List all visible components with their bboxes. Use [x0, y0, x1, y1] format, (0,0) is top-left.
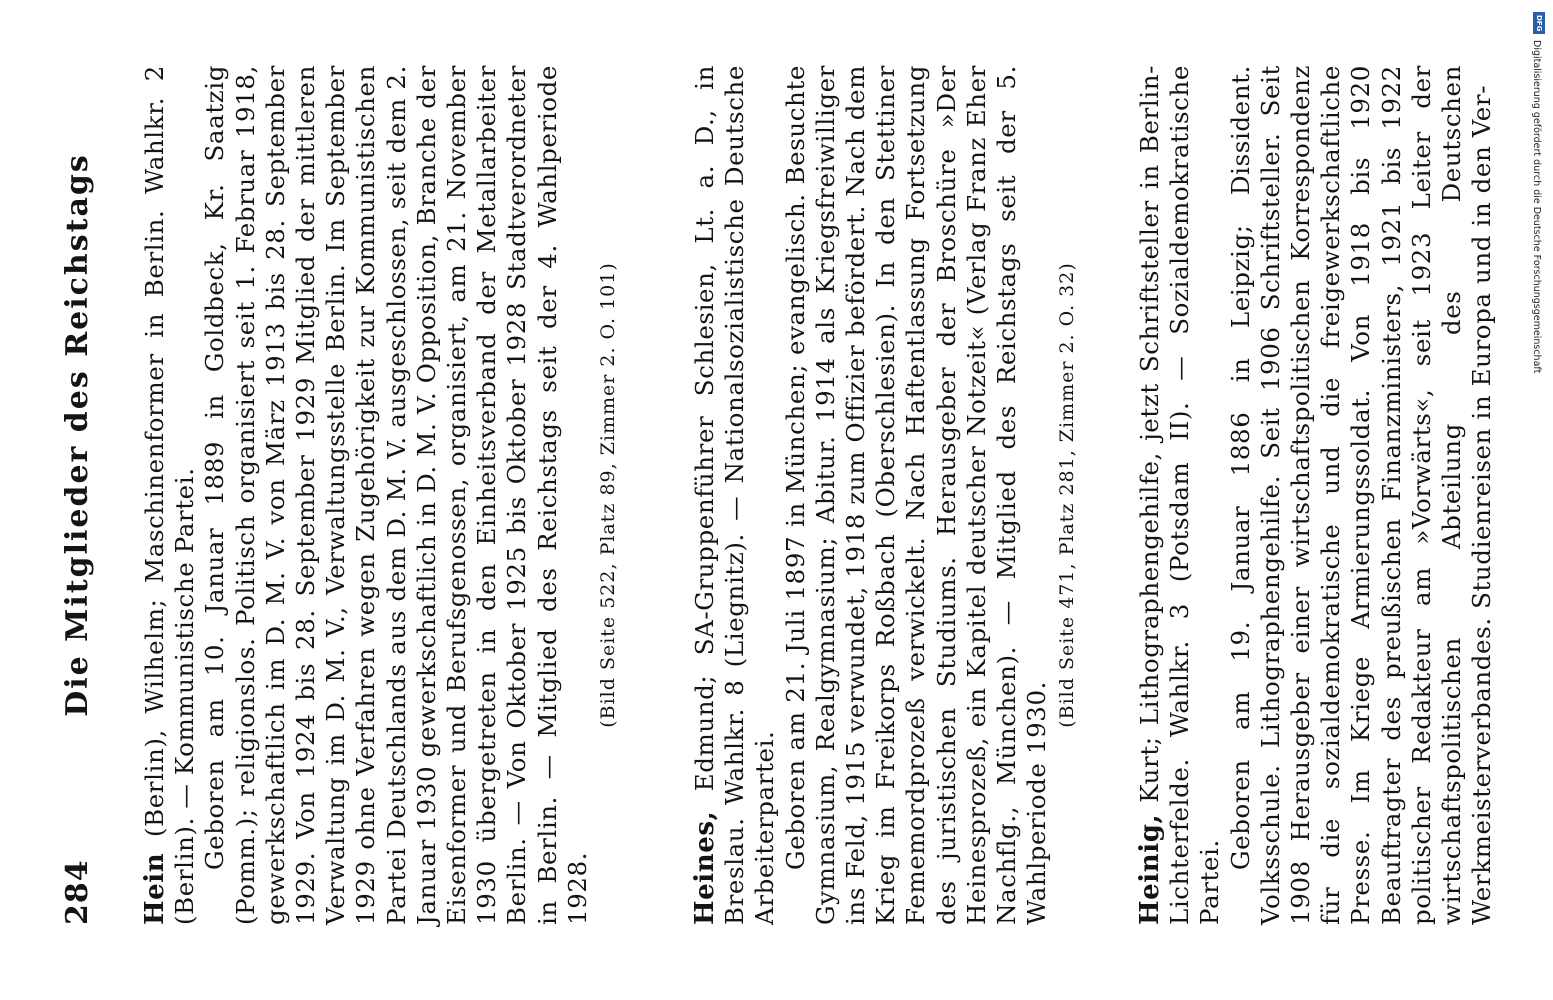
member-name: Heines,	[690, 810, 720, 925]
entry-body: Geboren am 10. Januar 1889 in Goldbeck, Kr. Saatzig (Pomm.); religionslos. Politisch organisiert seit 1. Februar 1918, gewerkschaftlich im D. M. V. von März 1913 bis 28. September 1929. Von 1924 bis 28. September 1929 Mitglied der mittleren Verwaltung im D. M. V., Verwaltungsstelle Berlin. Im September 1929 ohne Verfahren wegen Zugehörigkeit zur Kommunistischen Partei Deutschlands aus dem D. M. V. ausgeschlossen, seit dem 2. Januar 1930 gewerkschaftlich in D. M. V. Opposition, Branche der Eisenformer und Berufsgenossen, organisiert, am 21. November 1930 übergetreten in den Einheitsverband der Metallarbeiter Berlin. — Von Oktober 1925 bis Oktober 1928 Stadtverordneter in Berlin. — Mitglied des Reichstags seit der 4. Wahlperiode 1928.	[200, 65, 592, 925]
digitization-note: Digitalisierung gefördert durch die Deutsche Forschungsgemeinschaft	[1531, 40, 1542, 374]
photo-reference: (Bild Seite 471, Platz 281, Zimmer 2. O. 32)	[1056, 262, 1079, 728]
dfg-logo: DFG	[1533, 12, 1545, 34]
entry-body: Geboren am 21. Juli 1897 in München; evangelisch. Besuchte Gymnasium, Realgymnasium; Abitur. 1914 als Kriegsfreiwilliger ins Feld, 1915 verwundet, 1918 zum Offizier befördert. Nach dem Krieg im Freikorps Roßbach (Oberschlesien). In den Stettiner Fememordprozeß verwickelt. Nach Haftentlassung Fortsetzung des juristischen Studiums. Herausgeber der Broschüre »Der Heinesprozeß, ein Kapitel deutscher Notzeit« (Verlag Franz Eher Nachflg., München). — Mitglied des Reichstags seit der 5. Wahlperiode 1930.	[780, 65, 1052, 925]
entry-body: Geboren am 19. Januar 1886 in Leipzig; Dissident. Volksschule. Lithographengehilfe. Seit 1906 Schriftsteller. Seit 1908 Herausgeber einer wirtschaftspolitischen Korrespondenz für die sozialdemokratische und die freigewerkschaftliche Presse. Im Kriege Armierungssoldat. Von 1918 bis 1920 Beauftragter des preußischen Finanzministers, 1921 bis 1922 politischer Redakteur am »Vorwärts«, seit 1923 Leiter der wirtschaftspolitischen Abteilung des Deutschen Werkmeisterverbandes. Studienreisen in Europa und in den Ver-	[1225, 65, 1497, 925]
running-title: Die Mitglieder des Reichstags	[60, 153, 95, 717]
biography-entry	[1135, 65, 1497, 925]
entry-heading	[690, 65, 781, 925]
photo-reference: (Bild Seite 522, Platz 89, Zimmer 2. O. 101)	[597, 262, 620, 728]
member-name: Heinig,	[1135, 813, 1165, 925]
member-name: Hein	[140, 852, 170, 925]
entry-lead: (Berlin), Wilhelm; Maschinenformer in Berlin. Wahlkr. 2 (Berlin). — Kommunistische Partei.	[140, 65, 200, 925]
entry-lead: Kurt; Lithographengehilfe, jetzt Schriftsteller in Berlin-Lichterfelde. Wahlkr. 3 (Potsdam II). — Sozialdemokratische Partei.	[1135, 65, 1225, 925]
biography-entry	[690, 65, 1083, 925]
entry-heading	[1135, 65, 1226, 925]
biography-entry	[140, 65, 623, 925]
digitization-credit	[1525, 0, 1553, 1000]
entry-lead: Edmund; SA-Gruppenführer Schlesien, Lt. a. D., in Breslau. Wahlkr. 8 (Liegnitz). — Nationalsozialistische Deutsche Arbeiterpartei.	[690, 65, 780, 925]
page-header	[60, 65, 96, 925]
page-number: 284	[60, 859, 95, 925]
entry-heading	[140, 65, 200, 925]
